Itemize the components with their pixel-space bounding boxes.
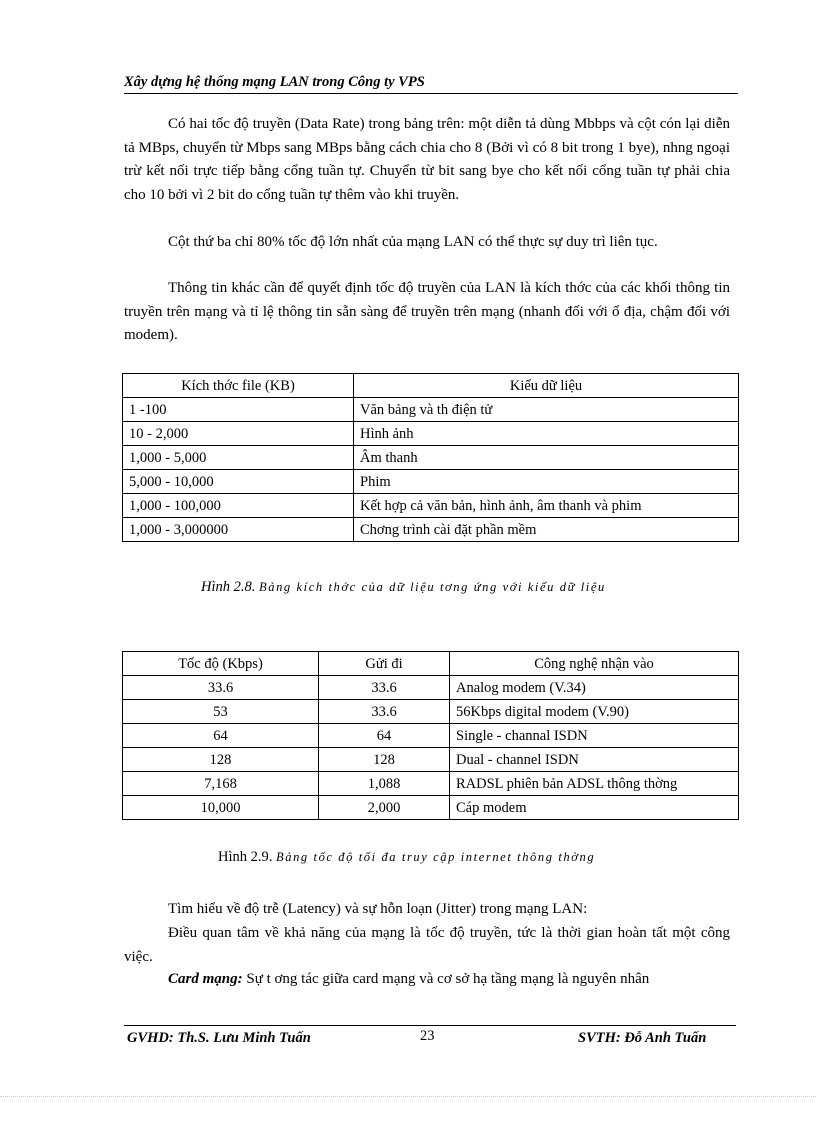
table-cell: 33.6 bbox=[123, 676, 319, 700]
term-card-mang: Card mạng: bbox=[168, 971, 243, 987]
table-cell: Hình ảnh bbox=[354, 422, 739, 446]
table-cell: 128 bbox=[123, 748, 319, 772]
table-row bbox=[123, 398, 739, 422]
table-row bbox=[123, 518, 739, 542]
table-cell: Chơng trình cài đặt phần mềm bbox=[354, 518, 739, 542]
table-cell: 10,000 bbox=[123, 796, 319, 820]
internet-speed-table bbox=[122, 651, 739, 820]
paragraph-third-column: Cột thứ ba chỉ 80% tốc độ lớn nhất của mạng LAN có thể thực sự duy trì liên tục. bbox=[168, 234, 658, 250]
caption-text: Bảng kích thớc của dữ liệu tơng ứng với kiểu dữ liệu bbox=[259, 580, 606, 594]
paragraph-capability: Điều quan tâm về khả năng của mạng là tốc độ truyền, tức là thời gian hoàn tất một công việc. bbox=[124, 925, 730, 965]
footer-supervisor: GVHD: Th.S. Lưu Minh Tuấn bbox=[127, 1030, 311, 1046]
table-row bbox=[123, 796, 739, 820]
table-cell: 7,168 bbox=[123, 772, 319, 796]
page-bottom-edge bbox=[0, 1096, 816, 1097]
figure-caption-2-8 bbox=[201, 579, 606, 596]
paragraph-network-card bbox=[124, 968, 730, 992]
table-cell: 1,000 - 5,000 bbox=[123, 446, 354, 470]
table-cell: 5,000 - 10,000 bbox=[123, 470, 354, 494]
table-row bbox=[123, 700, 739, 724]
table-cell: 53 bbox=[123, 700, 319, 724]
table-cell: 64 bbox=[123, 724, 319, 748]
table-cell: Kết hợp cả văn bản, hình ảnh, âm thanh và phim bbox=[354, 494, 739, 518]
table-header-cell: Tốc độ (Kbps) bbox=[123, 652, 319, 676]
table-cell: 56Kbps digital modem (V.90) bbox=[450, 700, 739, 724]
table-header-cell: Kiểu dữ liệu bbox=[354, 374, 739, 398]
table-cell: Dual - channel ISDN bbox=[450, 748, 739, 772]
table-cell: 10 - 2,000 bbox=[123, 422, 354, 446]
table-cell: Văn bảng và th điện tử bbox=[354, 398, 739, 422]
table-cell: RADSL phiên bản ADSL thông thờng bbox=[450, 772, 739, 796]
table-header-cell: Gửi đi bbox=[319, 652, 450, 676]
table-cell: Phim bbox=[354, 470, 739, 494]
table-cell: 33.6 bbox=[319, 676, 450, 700]
table-cell: 128 bbox=[319, 748, 450, 772]
file-size-table bbox=[122, 373, 739, 542]
table-row bbox=[123, 724, 739, 748]
paragraph-text: Sự t ơng tác giữa card mạng và cơ sở hạ tầng mạng là nguyên nhân bbox=[242, 971, 650, 987]
table-row bbox=[123, 772, 739, 796]
paragraph-block-size: Thông tin khác cần để quyết định tốc độ truyền của LAN là kích thớc của các khối thông tin truyền trên mạng và tỉ lệ thông tin sẵn sàng để truyền trên mạng (nhanh đối với ổ địa, chậm đối với modem). bbox=[124, 280, 730, 343]
table-cell: 2,000 bbox=[319, 796, 450, 820]
table-cell: 1,088 bbox=[319, 772, 450, 796]
table-header-cell: Công nghệ nhận vào bbox=[450, 652, 739, 676]
table-cell: 64 bbox=[319, 724, 450, 748]
table-cell: 1 -100 bbox=[123, 398, 354, 422]
table-row bbox=[123, 470, 739, 494]
table-row bbox=[123, 494, 739, 518]
caption-text: Bảng tốc độ tối đa truy cập internet thông thờng bbox=[276, 850, 596, 864]
table-cell: 1,000 - 3,000000 bbox=[123, 518, 354, 542]
page-number: 23 bbox=[420, 1028, 435, 1044]
table-cell: Analog modem (V.34) bbox=[450, 676, 739, 700]
table-cell: 1,000 - 100,000 bbox=[123, 494, 354, 518]
table-cell: Cáp modem bbox=[450, 796, 739, 820]
figure-caption-2-9 bbox=[218, 849, 595, 866]
footer-divider bbox=[124, 1025, 736, 1026]
table-row bbox=[123, 676, 739, 700]
table-header-cell: Kích thớc file (KB) bbox=[123, 374, 354, 398]
table-cell: 33.6 bbox=[319, 700, 450, 724]
footer-student: SVTH: Đỗ Anh Tuấn bbox=[578, 1030, 707, 1046]
paragraph-latency: Tìm hiểu về độ trễ (Latency) và sự hỗn loạn (Jitter) trong mạng LAN: bbox=[168, 901, 588, 917]
table-row bbox=[123, 748, 739, 772]
caption-label: Hình 2.9. bbox=[218, 849, 273, 865]
caption-label: Hình 2.8. bbox=[201, 579, 256, 595]
table-cell: Single - channal ISDN bbox=[450, 724, 739, 748]
table-header-row bbox=[123, 652, 739, 676]
table-row bbox=[123, 422, 739, 446]
paragraph-data-rate: Có hai tốc độ truyền (Data Rate) trong bảng trên: một diễn tả dùng Mbbps và cột cón lại diễn tả MBps, chuyển từ Mbps sang MBps bằng cách chia cho 8 (Bởi vì có 8 bit trong 1 bye), nhng ngoại trừ kết nối trực tiếp bằng cổng tuần tự. Chuyển từ bit sang bye cho kết nối cổng tuần tự phải chia cho 10 bởi vì 2 bit do cổng tuần tự thêm vào khi truyền. bbox=[124, 116, 730, 203]
table-header-row bbox=[123, 374, 739, 398]
table-row bbox=[123, 446, 739, 470]
table-cell: Âm thanh bbox=[354, 446, 739, 470]
running-header: Xây dựng hệ thống mạng LAN trong Công ty VPS bbox=[124, 74, 738, 94]
